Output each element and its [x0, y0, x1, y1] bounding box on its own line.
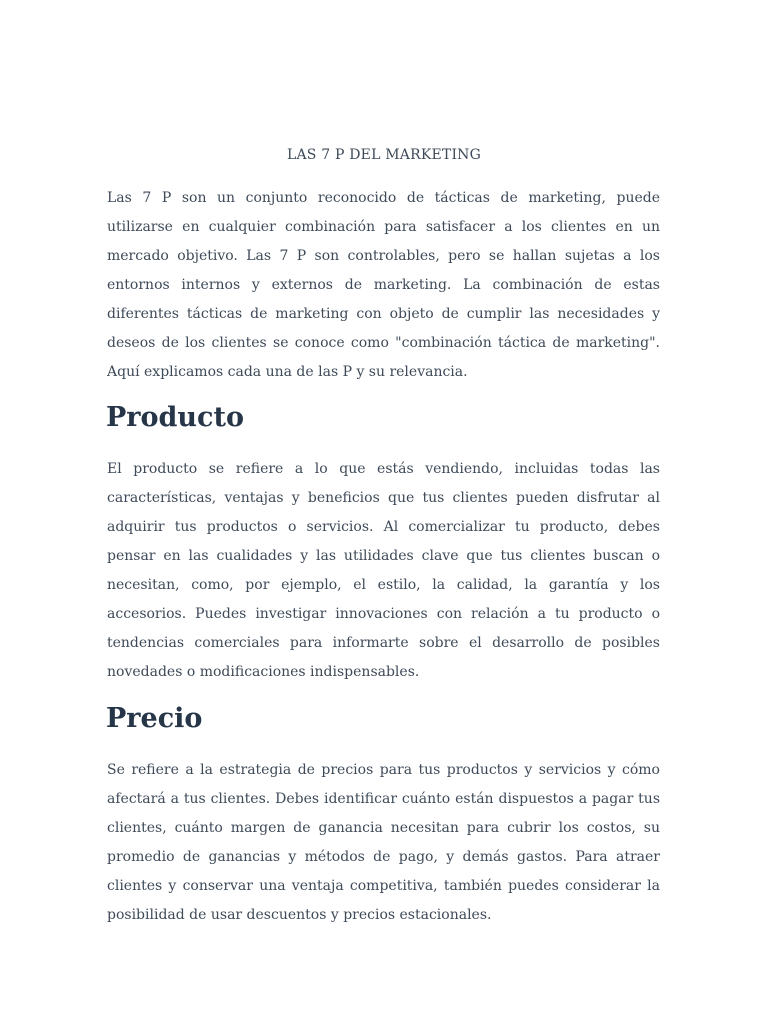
- precio-line: Se refiere a la estrategia de precios para tus productos y servicios y cómo: [107, 762, 660, 778]
- producto-line: accesorios. Puedes investigar innovaciones con relación a tu producto o: [107, 606, 660, 622]
- intro-line: diferentes tácticas de marketing con objeto de cumplir las necesidades y: [107, 306, 660, 322]
- intro-line: entornos internos y externos de marketing. La combinación de estas: [107, 277, 660, 293]
- precio-line: clientes y conservar una ventaja competitiva, también puedes considerar la: [107, 878, 660, 894]
- precio-line: afectará a tus clientes. Debes identificar cuánto están dispuestos a pagar tus: [107, 791, 660, 807]
- precio-line: posibilidad de usar descuentos y precios estacionales.: [107, 907, 492, 923]
- producto-line: necesitan, como, por ejemplo, el estilo, la calidad, la garantía y los: [107, 577, 660, 593]
- precio-paragraph: [107, 756, 660, 930]
- producto-line: adquirir tus productos o servicios. Al comercializar tu producto, debes: [107, 519, 660, 535]
- producto-line: pensar en las cualidades y las utilidades clave que tus clientes buscan o: [107, 548, 660, 564]
- producto-line: características, ventajas y beneficios que tus clientes pueden disfrutar al: [107, 490, 660, 506]
- intro-paragraph: [107, 184, 660, 387]
- intro-line: Aquí explicamos cada una de las P y su relevancia.: [107, 364, 468, 380]
- producto-line: novedades o modificaciones indispensables.: [107, 664, 420, 680]
- precio-line: clientes, cuánto margen de ganancia necesitan para cubrir los costos, su: [107, 820, 660, 836]
- precio-line: promedio de ganancias y métodos de pago, y demás gastos. Para atraer: [107, 849, 660, 865]
- intro-line: utilizarse en cualquier combinación para satisfacer a los clientes en un: [107, 219, 660, 235]
- intro-line: deseos de los clientes se conoce como "combinación táctica de marketing".: [107, 335, 660, 351]
- intro-line: Las 7 P son un conjunto reconocido de tácticas de marketing, puede: [107, 190, 660, 206]
- producto-line: tendencias comerciales para informarte sobre el desarrollo de posibles: [107, 635, 660, 651]
- section-heading-precio: Precio: [106, 703, 203, 734]
- producto-line: El producto se refiere a lo que estás vendiendo, incluidas todas las: [107, 461, 660, 477]
- producto-paragraph: [107, 455, 660, 687]
- intro-line: mercado objetivo. Las 7 P son controlables, pero se hallan sujetas a los: [107, 248, 660, 264]
- section-heading-producto: Producto: [106, 402, 244, 433]
- document-title: LAS 7 P DEL MARKETING: [286, 147, 482, 163]
